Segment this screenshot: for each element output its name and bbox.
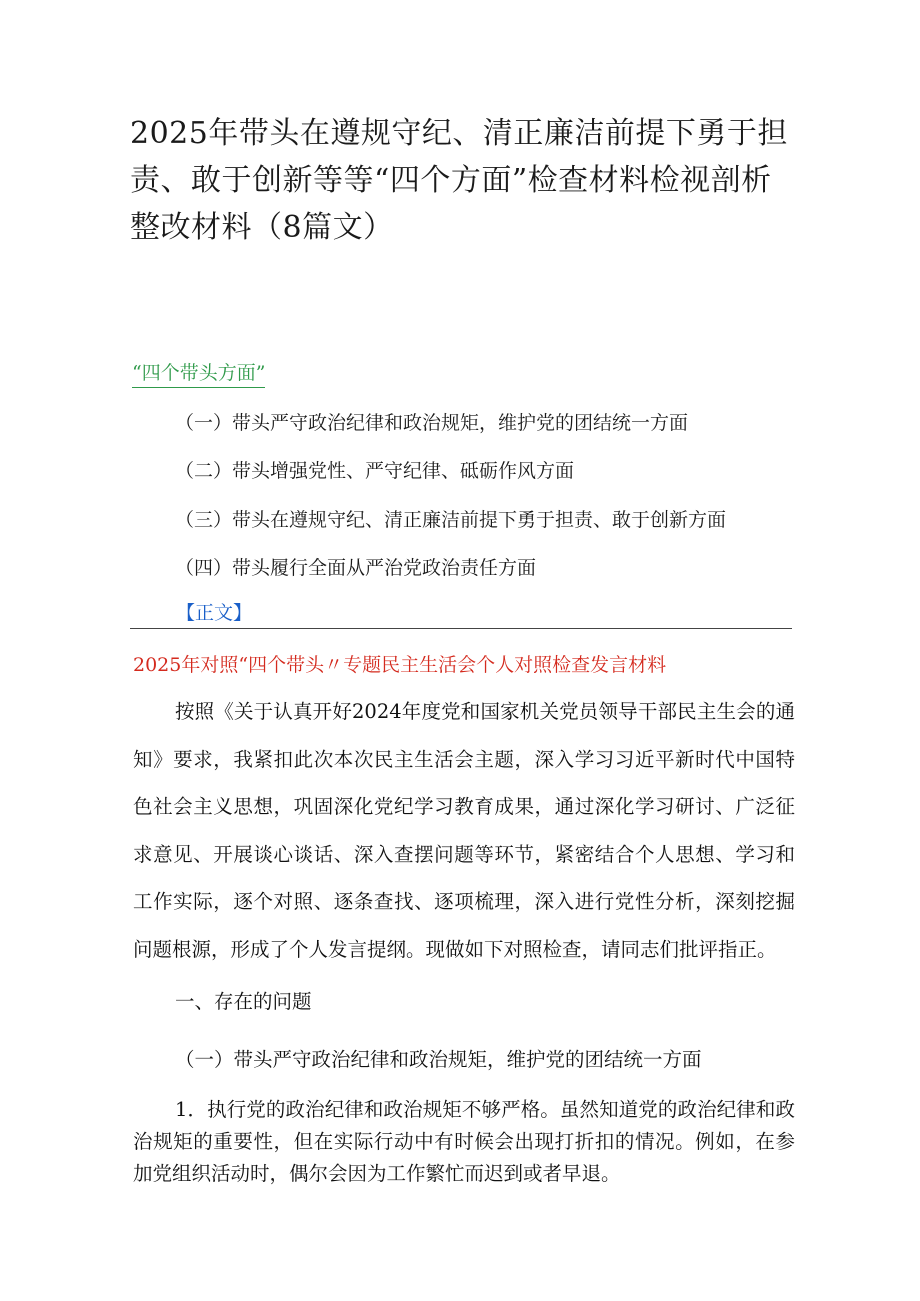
toc-item-1: （一）带头严守政治纪律和政治规矩，维护党的团结统一方面	[175, 412, 689, 434]
four-leads-heading[interactable]: “四个带头方面”	[132, 358, 265, 388]
point-one-paragraph: 1．执行党的政治纪律和政治规矩不够严格。虽然知道党的政治纪律和政治规矩的重要性，但在实际行动中有时候会出现打折扣的情况。例如，在参加党组织活动时，偶尔会因为工作繁忙而迟到或者早退。	[133, 1098, 795, 1185]
toc-item-2: （二）带头增强党性、严守纪律、砥砺作风方面	[175, 460, 575, 482]
document-title: 2025年带头在遵规守纪、清正廉洁前提下勇于担责、敢于创新等等“四个方面”检查材料检视剖析整改材料（8篇文）	[130, 116, 788, 245]
intro-paragraph: 按照《关于认真开好2024年度党和国家机关党员领导干部民主生会的通知》要求，我紧扣此次本次民主生活会主题，深入学习习近平新时代中国特色社会主义思想，巩固深化党纪学习教育成果，通过深化学习研讨、广泛征求意见、开展谈心谈话、深入查摆问题等环节，紧密结合个人思想、学习和工作实际，逐个对照、逐条查找、逐项梳理，深入进行党性分析，深刻挖掘问题根源，形成了个人发言提纲。现做如下对照检查，请同志们批评指正。	[133, 700, 795, 961]
subsection-one-heading: （一）带头严守政治纪律和政治规矩，维护党的团结统一方面	[175, 1048, 702, 1071]
zhengwen-label: 【正文】	[176, 602, 253, 624]
section-divider	[130, 628, 792, 629]
section-one-heading: 一、存在的问题	[175, 990, 312, 1013]
toc-item-4: （四）带头履行全面从严治党政治责任方面	[175, 557, 537, 579]
article-title: 2025年对照“四个带头〃专题民主生活会个人对照检查发言材料	[133, 654, 667, 676]
toc-item-3: （三）带头在遵规守纪、清正廉洁前提下勇于担责、敢于创新方面	[175, 509, 727, 531]
